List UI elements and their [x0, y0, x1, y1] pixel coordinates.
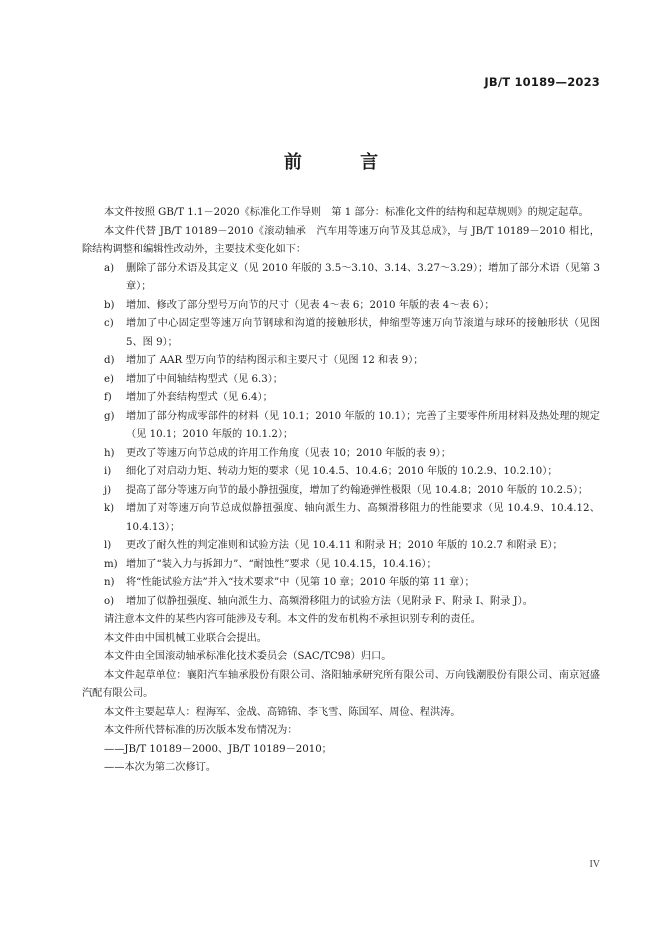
list-item [82, 315, 600, 352]
list-label: j) [104, 484, 112, 496]
list-text: 增加了“装入力与拆卸力”、“耐蚀性”要求（见 10.4.15，10.4.16）； [126, 558, 437, 570]
list-item [82, 371, 600, 390]
document-body [82, 204, 600, 778]
list-text: 提高了部分等速万向节的最小静扭强度，增加了约翰逊弹性极限（见 10.4.8；2010 年版的 10.2.5）； [126, 484, 589, 496]
list-label: a) [104, 262, 115, 274]
list-item [82, 537, 600, 556]
list-label: h) [104, 447, 115, 459]
list-label: n) [104, 577, 115, 588]
paragraph: 本文件由全国滚动轴承标准化技术委员会（SAC/TC98）归口。 [104, 651, 392, 662]
list-label: f) [104, 392, 112, 403]
history-item: ——本次为第二次修订。 [104, 762, 217, 773]
list-item [82, 352, 600, 371]
list-text: 将“性能试验方法”并入“技术要求”中（见第 10 章；2010 年版的第 11 章）； [126, 577, 475, 588]
list-item [82, 500, 600, 537]
paragraph: 本文件起草单位：襄阳汽车轴承股份有限公司、洛阳轴承研究所有限公司、万向钱潮股份有限公司、南京冠盛汽配有限公司。 [82, 669, 600, 699]
list-text: 增加了对等速万向节总成似静扭强度、轴向派生力、高频滑移阻力的性能要求（见 10.4.9、10.4.12、10.4.13）； [126, 503, 600, 533]
list-text: 增加了似静扭强度、轴向派生力、高频滑移阻力的试验方法（见附录 F、附录 I、附录 J）。 [126, 595, 533, 607]
list-text: 增加了部分构成零部件的材料（见 10.1；2010 年版的 10.1）；完善了主要零件所用材料及热处理的规定（见 10.1；2010 年版的 10.1.2）； [126, 410, 600, 440]
list-item [82, 593, 600, 612]
history-item: ——JB/T 10189－2000、JB/T 10189－2010； [104, 743, 332, 755]
list-item [82, 408, 600, 445]
list-item [82, 297, 600, 316]
list-label: m) [104, 558, 118, 570]
list-label: d) [104, 355, 115, 366]
list-text: 增加了中间轴结构型式（见 6.3）； [126, 373, 283, 385]
list-text: 更改了等速万向节总成的许用工作角度（见表 10；2010 年版的表 9）； [126, 447, 452, 459]
list-item [82, 389, 600, 408]
standard-code: JB/T 10189—2023 [484, 75, 600, 89]
list-item [82, 445, 600, 464]
list-label: k) [104, 503, 115, 514]
list-text: 细化了对启动力矩、转动力矩的要求（见 10.4.5、10.4.6；2010 年版的 10.2.9、10.2.10）； [126, 466, 558, 477]
list-item [82, 574, 600, 593]
page-title: 前 言 [283, 152, 405, 173]
list-text: 更改了耐久性的判定准则和试验方法（见 10.4.11 和附录 H；2010 年版的 10.2.7 和附录 E）； [126, 540, 563, 551]
list-item [82, 463, 600, 482]
page-number: IV [589, 859, 600, 870]
paragraph: 本文件按照 GB/T 1.1－2020《标准化工作导则 第 1 部分：标准化文件的结构和起草规则》的规定起草。 [104, 207, 589, 218]
list-label: c) [104, 318, 114, 329]
list-item [82, 260, 600, 297]
list-text: 增加了中心固定型等速万向节钢球和沟道的接触形状，伸缩型等速万向节滚道与球环的接触形状（见图 5、图 9）； [126, 318, 600, 348]
paragraph: 本文件所代替标准的历次版本发布情况为： [104, 725, 298, 736]
list-label: g) [104, 410, 115, 422]
paragraph: 请注意本文件的某些内容可能涉及专利。本文件的发布机构不承担识别专利的责任。 [104, 614, 481, 625]
list-text: 增加了 AAR 型万向节的结构图示和主要尺寸（见图 12 和表 9）； [126, 355, 424, 366]
list-item [82, 556, 600, 575]
list-text: 增加、修改了部分型号万向节的尺寸（见表 4～表 6；2010 年版的表 4～表 6）； [126, 299, 495, 311]
list-text: 删除了部分术语及其定义（见 2010 年版的 3.5～3.10、3.14、3.27～3.29）；增加了部分术语（见第 3 章）； [126, 262, 600, 292]
list-text: 增加了外套结构型式（见 6.4）； [126, 392, 273, 403]
list-label: b) [104, 299, 115, 311]
paragraph: 本文件主要起草人：程海军、金战、高锦锦、李飞雪、陈国军、周俭、程洪涛。 [104, 706, 461, 718]
list-item [82, 482, 600, 501]
list-label: l) [104, 540, 112, 551]
list-label: e) [104, 373, 115, 385]
paragraph: 本文件代替 JB/T 10189－2010《滚动轴承 汽车用等速万向节及其总成》，与 JB/T 10189－2010 相比，除结构调整和编辑性改动外，主要技术变化如下： [82, 225, 600, 255]
list-label: i) [104, 466, 112, 477]
list-label: o) [104, 595, 115, 607]
paragraph: 本文件由中国机械工业联合会提出。 [104, 632, 267, 644]
